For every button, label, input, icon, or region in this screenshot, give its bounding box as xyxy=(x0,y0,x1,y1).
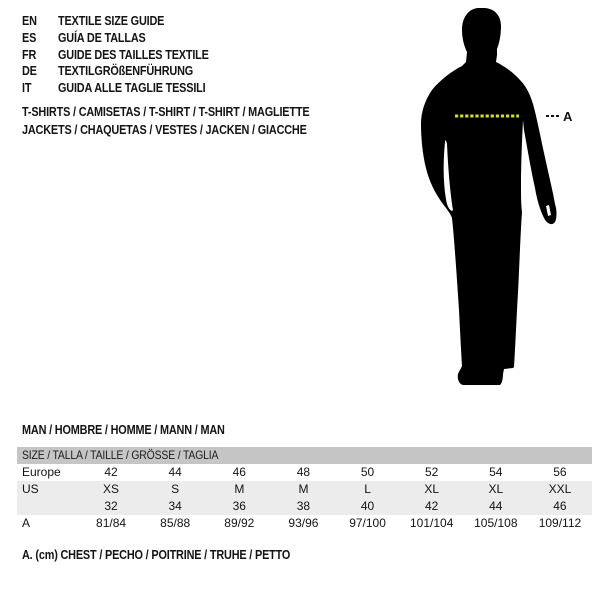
size-cell: 52 xyxy=(425,465,439,479)
size-cell: 44 xyxy=(168,465,182,479)
language-row xyxy=(22,46,231,63)
measurement-footnote: A. (cm) CHEST / PECHO / POITRINE / TRUHE / PETTO xyxy=(22,548,291,562)
size-cell: 38 xyxy=(296,499,311,513)
row-label xyxy=(17,498,79,515)
table-row-chest-a xyxy=(17,515,592,532)
row-label: Europe xyxy=(22,465,61,479)
category-line-tshirts: T-SHIRTS / CAMISETAS / T-SHIRT / T-SHIRT / MAGLIETTE xyxy=(22,105,310,119)
man-body-shape xyxy=(421,8,557,385)
size-cell: 105/108 xyxy=(474,516,518,530)
language-title: TEXTILGRÖßENFÜHRUNG xyxy=(58,64,194,79)
size-cell: 101/104 xyxy=(409,516,454,530)
size-cell: M xyxy=(298,482,309,496)
size-cell: 40 xyxy=(360,499,375,513)
size-cell: 46 xyxy=(232,465,246,479)
size-cell: XS xyxy=(103,482,120,496)
language-title: TEXTILE SIZE GUIDE xyxy=(58,14,165,29)
language-code: FR xyxy=(22,47,37,62)
size-table-header: SIZE / TALLA / TAILLE / GRÖSSE / TAGLIA xyxy=(17,447,592,464)
size-cell: 42 xyxy=(425,499,439,513)
size-cell: 44 xyxy=(489,499,503,513)
size-table xyxy=(17,447,592,532)
language-row xyxy=(22,30,231,47)
size-cell: 81/84 xyxy=(96,516,127,530)
size-cell: M xyxy=(234,482,245,496)
section-title-man: MAN / HOMBRE / HOMME / MANN / MAN xyxy=(22,423,225,437)
size-cell: L xyxy=(364,482,371,496)
language-row xyxy=(22,63,231,80)
size-cell: XL xyxy=(488,482,504,496)
size-cell: 50 xyxy=(360,465,375,479)
language-code: ES xyxy=(22,31,37,46)
size-cell: XXL xyxy=(548,482,572,496)
table-row-us-numeric xyxy=(17,498,592,515)
language-code: DE xyxy=(22,64,37,79)
category-line-jackets: JACKETS / CHAQUETAS / VESTES / JACKEN / GIACCHE xyxy=(22,122,307,137)
size-cell: 42 xyxy=(104,465,118,479)
size-table-grid xyxy=(17,464,592,532)
size-cell: XL xyxy=(424,482,440,496)
size-cell: 32 xyxy=(104,499,118,513)
size-cell: 34 xyxy=(168,499,182,513)
table-row-europe xyxy=(17,464,592,481)
language-title: GUIDA ALLE TAGLIE TESSILI xyxy=(58,81,206,96)
size-cell: 56 xyxy=(553,465,567,479)
language-row xyxy=(22,80,231,97)
row-label: US xyxy=(22,482,39,496)
size-cell: 46 xyxy=(553,499,567,513)
row-label: A xyxy=(22,516,31,530)
language-title: GUIDE DES TAILLES TEXTILE xyxy=(58,47,209,62)
size-cell: 89/92 xyxy=(224,516,255,530)
language-list xyxy=(22,13,231,96)
size-cell: 85/88 xyxy=(160,516,191,530)
language-row xyxy=(22,13,231,30)
size-cell: 93/96 xyxy=(288,516,319,530)
size-cell: S xyxy=(171,482,180,496)
size-cell: 109/112 xyxy=(538,516,582,530)
size-cell: 97/100 xyxy=(349,516,386,530)
size-cell: 54 xyxy=(489,465,503,479)
measure-label-a: A xyxy=(563,109,573,124)
size-cell: 48 xyxy=(296,465,311,479)
man-silhouette-figure xyxy=(400,0,600,400)
language-title: GUÍA DE TALLAS xyxy=(58,31,146,46)
table-row-us xyxy=(17,481,592,498)
language-code: IT xyxy=(22,81,32,96)
size-cell: 36 xyxy=(232,499,246,513)
language-code: EN xyxy=(22,14,37,29)
category-lines xyxy=(22,104,352,139)
